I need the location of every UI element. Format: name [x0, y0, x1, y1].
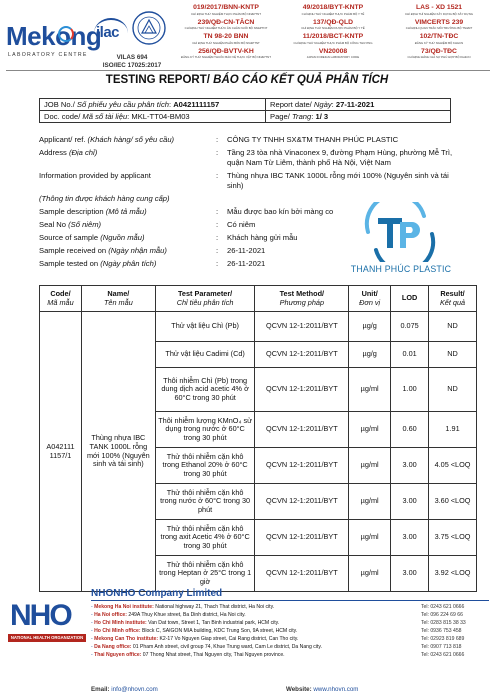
cert-item — [172, 4, 280, 19]
sample-description-label: Sample description (Mô tả mẫu) — [39, 207, 147, 216]
param-cell: Thử thôi nhiễm cặn khô trong Ethanol 20% ở 60°C trong 30 phút — [155, 448, 255, 484]
cert-column-2 — [280, 4, 386, 62]
sample-name-cell: Thùng nhựa IBC TANK 1000L rỗng mới 100% (Nguyên sinh và tái sinh) — [81, 312, 155, 592]
cert-desc: JAPAN FOREIGN LABORATORY CODE — [306, 55, 360, 59]
website-label: Website: — [286, 686, 314, 693]
cert-code: LAS - XD 1521 — [415, 4, 463, 11]
lod-cell: 0.01 — [391, 342, 429, 368]
report-title-vi: BÁO CÁO KẾT QUẢ PHÂN TÍCH — [209, 74, 389, 86]
col-header-unit: Unit/ Đơn vị — [349, 286, 391, 312]
vilas-number: VILAS 694 — [116, 54, 148, 61]
col-header-parameter: Test Parameter/ Chỉ tiêu phân tích — [155, 286, 255, 312]
cert-desc: CHỈ ĐỊNH THỬ NGHIỆM THỰC PHẨM BỘ NN&PTNT — [190, 11, 262, 16]
table-row — [40, 312, 477, 342]
unit-cell: µg/g — [349, 342, 391, 368]
provided-info-value: Thùng nhựa IBC TANK 1000L rỗng mới 100% (Nguyên sinh và tái sinh) — [227, 171, 449, 190]
accreditation-seal-icon — [131, 10, 167, 46]
result-cell: 3.75 <LOQ — [429, 520, 477, 556]
email-label: Email: — [91, 686, 112, 693]
lod-cell: 3.00 — [391, 448, 429, 484]
sample-code-cell: A042111 1157/1 — [40, 312, 82, 592]
job-number-label-vi: Số phiếu yêu cầu phân tích — [76, 100, 169, 109]
colon: : — [216, 259, 219, 268]
header-divider — [6, 70, 490, 71]
cert-code: VN20008 — [318, 47, 348, 55]
cert-desc: CHỈ ĐỊNH THỬ NGHIỆM DƯỢC PHẨM BỘ Y TẾ — [301, 26, 365, 30]
cert-desc: CHỈ ĐỊNH ĐÁNH GIÁ SỰ PHÙ HỢP BỘ KH&CN — [407, 55, 471, 59]
cert-desc: CHỈ ĐỊNH THỬ NGHIỆM PHÂN BÓN BỘ NN&PTNT — [192, 40, 260, 45]
doc-code-label-vi: Mã số tài liệu — [82, 112, 128, 121]
method-cell: QCVN 12-1:2011/BYT — [255, 556, 349, 592]
email-link[interactable]: info@nhovn.com — [111, 686, 158, 693]
received-label: Sample received on (Ngày nhận mẫu) — [39, 246, 167, 255]
cert-item — [386, 33, 492, 48]
col-header-code: Code/ Mã mẫu — [40, 286, 82, 312]
report-date-value: 27-11-2021 — [335, 100, 375, 109]
received-value: 26-11-2021 — [227, 246, 266, 255]
client-logo — [346, 202, 456, 277]
col-header-name: Name/ Tên mẫu — [81, 286, 155, 312]
cert-code: 256/QĐ-BVTV-KH — [198, 47, 254, 55]
cert-desc: CHỈ ĐỊNH QUAN TRẮC MÔI TRƯỜNG BỘ TN&MT — [405, 26, 473, 30]
cert-code: 102/TN-TĐC — [419, 33, 459, 40]
cert-desc: CHỈ ĐỊNH THỬ NGHIỆM THỰC PHẨM BỘ CÔNG THƯƠNG — [293, 40, 373, 45]
ilac-logo — [96, 18, 128, 50]
result-cell: ND — [429, 342, 477, 368]
page-value: 1/ 3 — [315, 112, 329, 121]
colon: : — [216, 233, 219, 242]
cert-item — [172, 19, 280, 34]
method-cell: QCVN 12-1:2011/BYT — [255, 312, 349, 342]
vilas-accreditation — [94, 54, 170, 70]
param-cell: Thôi nhiễm lượng KMnO₄ sử dụng trong nước ở 60°C trong 30 phút — [155, 412, 255, 448]
website — [286, 686, 358, 693]
sample-description-value: Mẫu được bao kín bởi màng co — [227, 207, 334, 216]
cert-item — [280, 33, 386, 48]
col-header-method: Test Method/ Phương pháp — [255, 286, 349, 312]
list-item: - Ha Noi office: 249A Thuy Khue street, Ba Dinh district, Ha Noi city. Tel: 096 224 69 66 — [91, 612, 463, 618]
lod-cell: 0.60 — [391, 412, 429, 448]
nho-logo — [8, 596, 86, 652]
branch-list — [91, 603, 491, 659]
nho-logo-text: NHO — [10, 599, 71, 632]
cert-desc: ĐĂNG KÝ THỬ NGHIỆM THUỐC BẢO VỆ THỰC VẬT BỘ NN&PTNT — [180, 55, 271, 59]
cert-item — [280, 48, 386, 63]
results-table — [39, 285, 477, 592]
cert-column-3 — [386, 4, 492, 62]
address-label: Address (Địa chỉ) — [39, 148, 98, 157]
report-title-en: TESTING REPORT/ — [105, 74, 210, 86]
cert-desc: CHỈ ĐỊNH THỬ NGHIỆM THỰC PHẨM BỘ Y TẾ — [301, 11, 365, 16]
cert-code: 73/QĐ-TĐC — [421, 47, 457, 55]
tested-label: Sample tested on (Ngày phân tích) — [39, 259, 157, 268]
method-cell: QCVN 12-1:2011/BYT — [255, 520, 349, 556]
page-label-vi: Trang — [291, 112, 312, 121]
ilac-logo-text: ilac — [96, 24, 120, 41]
list-item: - Mekong Ha Noi institute: National highway 21, Thach That district, Ha Noi city. Tel: 0243 621 0666 — [91, 604, 465, 610]
colon: : — [216, 135, 219, 144]
applicant-value: CÔNG TY TNHH SX&TM THANH PHÚC PLASTIC — [227, 135, 399, 144]
lod-cell: 3.00 — [391, 556, 429, 592]
method-cell: QCVN 12-1:2011/BYT — [255, 412, 349, 448]
param-cell: Thử vật liệu Cadimi (Cd) — [155, 342, 255, 368]
cert-code: 239/QĐ-CN-TĂCN — [197, 18, 255, 26]
list-item: - Thai Nguyen office: 07 Thong Nhat street, Thai Nguyen city, Thai Nguyen province. Tel: 0243 621 0666 — [91, 652, 465, 658]
lod-cell: 3.00 — [391, 520, 429, 556]
table-row — [40, 111, 451, 123]
param-cell: Thử thôi nhiễm cặn khô trong Heptan ở 25°C trong 1 giờ — [155, 556, 255, 592]
vilas-standard: ISO/IEC 17025:2017 — [102, 62, 162, 69]
cert-code: TN 98-20 BNN — [203, 33, 249, 40]
lod-cell: 3.00 — [391, 484, 429, 520]
table-row — [40, 99, 451, 111]
footer-contact-line — [91, 686, 491, 693]
colon: : — [216, 171, 219, 180]
unit-cell: µg/ml — [349, 556, 391, 592]
mekong-logo-subtitle: LABORATORY CENTRE — [8, 52, 88, 58]
mekong-logo — [6, 21, 102, 66]
unit-cell: µg/ml — [349, 368, 391, 412]
method-cell: QCVN 12-1:2011/BYT — [255, 448, 349, 484]
result-cell: 1.91 — [429, 412, 477, 448]
cert-code: 137/QĐ-QLD — [312, 18, 354, 26]
nho-logo-band: NATIONAL HEALTH ORGANIZATION — [8, 634, 86, 642]
colon: : — [216, 148, 219, 157]
cert-code: VIMCERTS 239 — [414, 18, 464, 26]
provided-info-label: Information provided by applicant — [39, 171, 151, 180]
list-item: - Da Nang office: 01 Pham Anh street, civil group 74, Khue Trung ward, Cam Le district, Da Nang city. Tel: 0907 713 818 — [91, 644, 462, 650]
source-value: Khách hàng gửi mẫu — [227, 233, 298, 242]
param-cell: Thử thôi nhiễm cặn khô trong axit Acetic 4% ở 60°C trong 30 phút — [155, 520, 255, 556]
report-date-label: Report date/ — [270, 100, 314, 109]
method-cell: QCVN 12-1:2011/BYT — [255, 368, 349, 412]
unit-cell: µg/ml — [349, 520, 391, 556]
doc-code-label: Doc. code/ — [44, 112, 83, 121]
cert-item — [386, 4, 492, 19]
lod-cell: 0.075 — [391, 312, 429, 342]
param-cell: Thử thôi nhiễm cặn khô trong nước ở 60°C trong 30 phút — [155, 484, 255, 520]
cert-code: 11/2018/BCT-KNTP — [302, 33, 364, 40]
cert-item — [172, 33, 280, 48]
colon: : — [216, 220, 219, 229]
col-header-result: Result/ Kết quả — [429, 286, 477, 312]
cert-code: 49/2018/BYT-KNTP — [302, 4, 364, 11]
seal-label: Seal No (Số niêm) — [39, 220, 102, 229]
cert-item — [280, 4, 386, 19]
lod-cell: 1.00 — [391, 368, 429, 412]
job-number-value: A0421111157 — [173, 100, 220, 109]
col-header-lod: LOD — [391, 286, 429, 312]
cert-item — [386, 19, 492, 34]
list-item: - Ho Chi Minh institute: Van Dat town, Street 1, Tan Binh industrial park, HCM city. Tel: 0283 815 38 33 — [91, 620, 466, 626]
job-info-table — [39, 98, 451, 123]
website-link[interactable]: www.nhovn.com — [313, 686, 359, 693]
param-cell: Thử vật liệu Chì (Pb) — [155, 312, 255, 342]
unit-cell: µg/ml — [349, 484, 391, 520]
cert-code: 019/2017/BNN-KNTP — [193, 4, 259, 11]
client-brand-name: THANH PHÚC PLASTIC — [350, 264, 452, 274]
doc-code-cell: Doc. code/ Mã số tài liệu: MKL-TT04-BM03 — [40, 111, 266, 123]
result-cell: 4.05 <LOQ — [429, 448, 477, 484]
footer-divider — [91, 600, 489, 601]
result-cell: 3.92 <LOQ — [429, 556, 477, 592]
page-cell: Page/ Trang: 1/ 3 — [266, 111, 451, 123]
page-label: Page/ — [270, 112, 292, 121]
tested-value: 26-11-2021 — [227, 259, 266, 268]
cert-column-1 — [172, 4, 280, 62]
result-cell: ND — [429, 312, 477, 342]
result-cell: 3.60 <LOQ — [429, 484, 477, 520]
footer-company-name: NHONHO Company Limited — [91, 588, 223, 599]
job-number-label: JOB No./ — [44, 100, 77, 109]
cert-item — [386, 48, 492, 63]
seal-value: Có niêm — [227, 220, 256, 229]
cert-desc: CHỈ ĐỊNH THÍ NGHIỆM XÂY DỰNG BỘ XÂY DỰNG — [404, 11, 474, 16]
footer — [6, 588, 490, 698]
doc-code-value: MKL-TT04-BM03 — [131, 112, 190, 121]
cert-item — [280, 19, 386, 34]
address-value: Tầng 23 tòa nhà Vinaconex 9, đường Phạm Hùng, phường Mễ Trì, quận Nam Từ Liêm, thành phố Hà Nội, Việt Nam — [227, 148, 453, 167]
mekong-logo-ring-icon — [58, 26, 74, 42]
report-date-label-vi: Ngày — [313, 100, 332, 109]
tp-monogram-icon — [346, 202, 456, 262]
unit-cell: µg/ml — [349, 412, 391, 448]
param-cell: Thôi nhiễm Chì (Pb) trong dung dịch acid acetic 4% ở 60°C trong 30 phút — [155, 368, 255, 412]
job-number-cell: JOB No./ Số phiếu yêu cầu phân tích: A0421111157 — [40, 99, 266, 111]
method-cell: QCVN 12-1:2011/BYT — [255, 342, 349, 368]
source-label: Source of sample (Nguồn mẫu) — [39, 233, 145, 242]
cert-desc: CHỈ ĐỊNH THỬ NGHIỆM THỨC ĂN CHĂN NUÔI BỘ NN&PTNT — [184, 26, 268, 30]
colon: : — [216, 246, 219, 255]
method-cell: QCVN 12-1:2011/BYT — [255, 484, 349, 520]
unit-cell: µg/ml — [349, 448, 391, 484]
result-cell: ND — [429, 368, 477, 412]
cert-desc: ĐĂNG KÝ THỬ NGHIỆM BỘ KH&CN — [414, 40, 464, 45]
report-date-cell: Report date/ Ngày: 27-11-2021 — [266, 99, 451, 111]
unit-cell: µg/g — [349, 312, 391, 342]
mekong-logo-word: Mekong — [6, 21, 102, 51]
list-item: - Mekong Can Tho institute: K2-17 Vo Nguyen Giap street, Cai Rang district, Can Tho city. Tel: 02923 819 689 — [91, 636, 465, 642]
colon: : — [216, 207, 219, 216]
applicant-label: Applicant/ ref. (Khách hàng/ số yêu cầu) — [39, 135, 175, 144]
cert-item — [172, 48, 280, 63]
report-title — [0, 74, 494, 86]
table-header-row — [40, 286, 477, 312]
provided-info-label-vi: (Thông tin được khách hàng cung cấp) — [39, 194, 170, 203]
list-item: - Ho Chi Minh office: Block C, SAIGON MIA building, KDC Trung Son, 9A street, HCM city. Tel: 0936 753 458 — [91, 628, 462, 634]
